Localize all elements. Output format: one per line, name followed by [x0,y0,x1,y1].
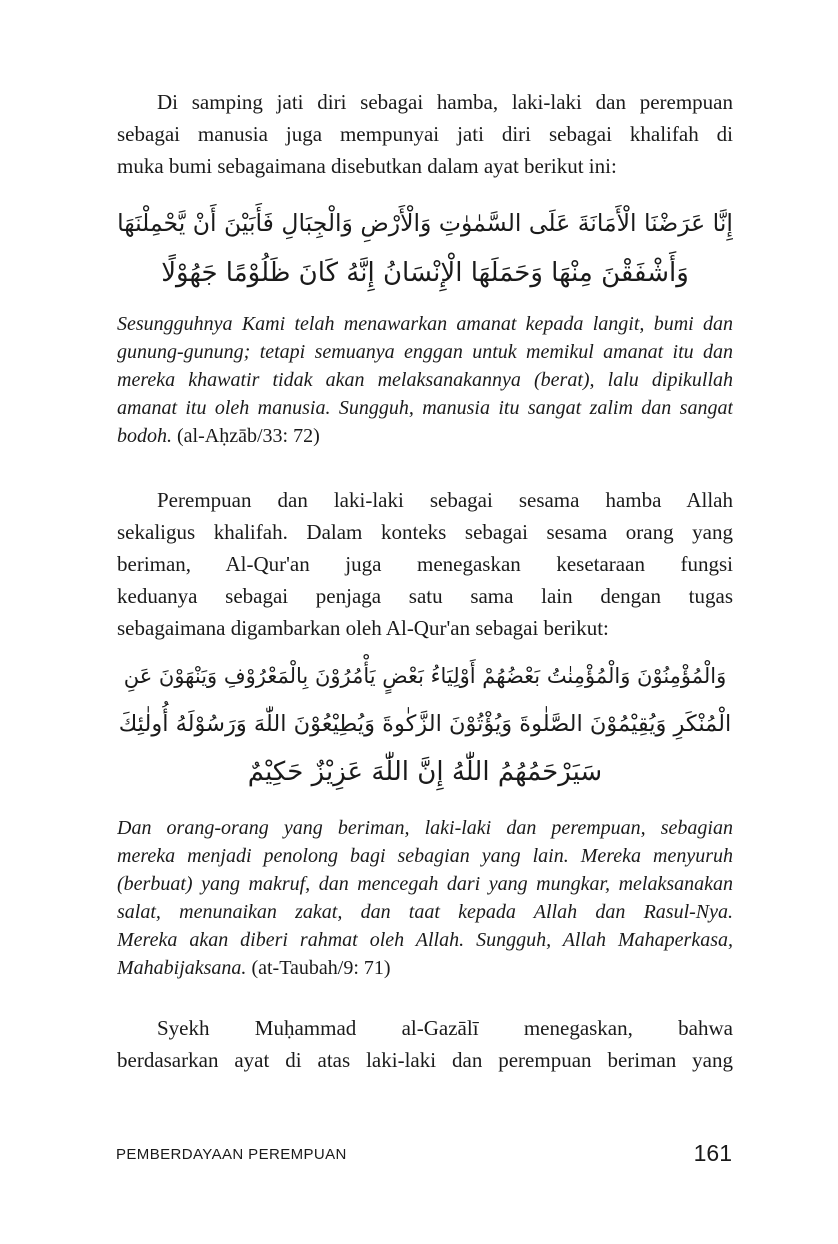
text-line: sekaligus khalifah. Dalam konteks sebagai sesama orang yang [117,520,733,544]
translation-line: (berbuat) yang makruf, dan mencegah dari yang mungkar, melaksanakan [117,873,733,895]
text-line: Syekh Muḥammad al-Gazālī menegaskan, bahwa [157,1016,733,1040]
arabic-line: وَالْمُؤْمِنُوْنَ وَالْمُؤْمِنٰتُ بَعْضُهُمْ أَوْلِيَاءُ بَعْضٍ يَأْمُرُوْنَ بِالْمَعْرُوْفِ وَيَنْهَوْنَ عَنِ [123,664,727,688]
translation-at-taubah-9-71 [117,814,733,982]
translation-line: Mereka akan diberi rahmat oleh Allah. Sungguh, Allah Mahaperkasa, [117,929,733,951]
page-body [117,86,733,1076]
text-line: berdasarkan ayat di atas laki-laki dan perempuan beriman yang [117,1048,733,1072]
translation-line: gunung-gunung; tetapi semuanya enggan untuk memikul amanat itu dan [117,341,733,363]
text-line: beriman, Al-Qur'an juga menegaskan kesetaraan fungsi [117,552,733,576]
paragraph-3 [117,1012,733,1076]
translation-line: mereka khawatir tidak akan melaksanakannya (berat), lalu dipikullah [117,369,733,391]
verse-reference: (al-Aḥzāb/33: 72) [177,425,320,447]
text-line: muka bumi sebagaimana disebutkan dalam ayat berikut ini: [117,154,617,178]
translation-line [117,954,733,982]
text-line: sebagai manusia juga mempunyai jati diri sebagai khalifah di [117,122,733,146]
translation-text: bodoh. [117,425,172,447]
arabic-line: الْمُنْكَرِ وَيُقِيْمُوْنَ الصَّلٰوةَ وَيُؤْتُوْنَ الزَّكٰوةَ وَيُطِيْعُوْنَ اللّٰهَ وَرَسُوْلَهُ أُولٰئِكَ [118,711,732,737]
text-line: keduanya sebagai penjaga satu sama lain dengan tugas [117,584,733,608]
translation-line: salat, menunaikan zakat, dan taat kepada Allah dan Rasul-Nya. [117,901,733,923]
page-number: 161 [693,1140,732,1166]
translation-line [117,422,733,450]
paragraph-1 [117,86,733,182]
translation-al-ahzab-33-72 [117,310,733,450]
translation-text: Mahabijaksana. [117,957,247,979]
arabic-verse-al-ahzab-33-72 [117,198,733,298]
running-title: PEMBERDAYAAN PEREMPUAN [116,1146,347,1163]
translation-line: Sesungguhnya Kami telah menawarkan amanat kepada langit, bumi dan [117,313,733,335]
translation-line: mereka menjadi penolong bagi sebagian yang lain. Mereka menyuruh [117,845,733,867]
paragraph-2 [117,484,733,644]
translation-line: Dan orang-orang yang beriman, laki-laki dan perempuan, sebagian [117,817,733,839]
arabic-line: إِنَّا عَرَضْنَا الْأَمَانَةَ عَلَى السَّمٰوٰتِ وَالْأَرْضِ وَالْجِبَالِ فَأَبَيْنَ أَنْ يَّحْمِلْنَهَا [117,209,733,237]
text-line: Di samping jati diri sebagai hamba, laki-laki dan perempuan [157,90,733,114]
translation-line: amanat itu oleh manusia. Sungguh, manusia itu sangat zalim dan sangat [117,397,733,419]
verse-reference: (at-Taubah/9: 71) [251,957,391,979]
text-line: Perempuan dan laki-laki sebagai sesama hamba Allah [157,488,733,512]
arabic-line: سَيَرْحَمُهُمُ اللّٰهُ إِنَّ اللّٰهَ عَزِيْزٌ حَكِيْمٌ [247,757,603,787]
arabic-line: وَأَشْفَقْنَ مِنْهَا وَحَمَلَهَا الْإِنْسَانُ إِنَّهُ كَانَ ظَلُوْمًا جَهُوْلًا [161,258,689,288]
arabic-verse-at-taubah-9-71 [117,652,733,796]
text-line: sebagaimana digambarkan oleh Al-Qur'an sebagai berikut: [117,616,609,640]
